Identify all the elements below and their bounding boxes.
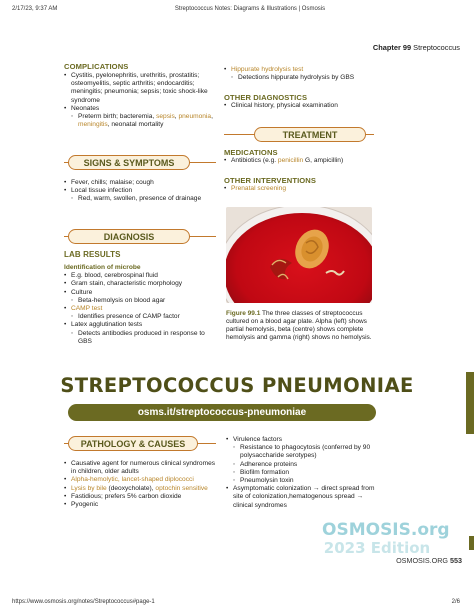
osmosis-watermark: OSMOSIS.org [322,520,450,540]
diagnosis-heading: DIAGNOSIS [68,229,190,244]
list-item: • Cystitis, pyelonephritis, urethritis, prostatitis; osteomyelitis, septic arthritis; endocarditis; meningitis; pneumonia; sepsis; toxic shock-like syndrome [64,72,216,105]
local-infection-label: Local tissue infection [71,187,133,195]
blood-agar-figure [226,207,372,303]
list-item: • Asymptomatic colonization → direct spread from site of colonization,hematogenous spread → clinical syndromes [226,485,378,510]
signs-list [64,179,216,204]
list-item: • Gram stain, characteristic morphology [64,280,216,288]
list-item: ◦ Biofilm formation [233,469,378,477]
edition-watermark: 2023 Edition [323,539,431,557]
culture-label: Culture [71,288,93,296]
list-item: ◦ Detects antibodies produced in response to GBS [71,330,216,346]
sepsis-link[interactable]: sepsis [156,113,175,121]
print-page-count: 2/6 [451,599,460,605]
list-item: ◦ Pneumolysin toxin [233,477,378,485]
chapter-name: Streptococcus [413,43,460,52]
list-item [226,436,378,485]
lab-list [64,272,216,346]
list-item: • Causative agent for numerous clinical syndromes in children, older adults [64,460,216,476]
list-item [224,66,374,82]
interventions-list [224,185,374,193]
list-item: • Fever, chills; malaise; cough [64,179,216,187]
list-item: • Fastidious; prefers 5% carbon dioxide [64,493,216,501]
camp-test-link[interactable]: CAMP test [71,305,103,313]
neonates-label: Neonates [71,104,100,112]
virulence-section [226,436,378,510]
list-item: ◦ Red, warm, swollen, presence of drainage [71,195,216,203]
footer-site-name: OSMOSIS.ORG [396,556,448,565]
neonates-sublist [71,113,216,129]
culture-sublist [71,297,216,305]
optochin-link[interactable]: optochin sensitive [155,484,208,492]
meds-text: Antibiotics (e.g. [231,157,278,164]
print-url: https://www.osmosis.org/notes/Streptococcus#page-1 [12,599,155,605]
complications-heading: COMPLICATIONS [64,62,129,71]
hippurate-list [224,66,374,82]
chapter-tab-marker [466,372,474,434]
chapter-number: Chapter 99 [372,43,412,52]
osmosis-link-banner[interactable]: osms.it/streptococcus-pneumoniae [68,404,376,421]
left-column [64,62,216,129]
other-diagnostics-list [224,102,374,110]
penicillin-link[interactable]: penicillin [277,157,304,164]
treatment-heading: TREATMENT [254,127,366,142]
pathology-section [64,460,216,509]
list-item [71,113,216,129]
hippurate-test-link[interactable]: Hippurate hydrolysis test [231,66,304,73]
deoxycholate-text: (deoxycholate), [106,484,156,492]
section-title: STREPTOCOCCUS PNEUMONIAE [60,374,414,397]
signs-sublist [71,195,216,203]
meds-text-end: G, ampicillin) [303,157,344,164]
comma: , [174,113,179,121]
list-item [64,289,216,305]
medications-list [224,157,374,165]
diagnosis-section [64,250,216,346]
list-item [64,305,216,321]
list-item: ◦ Adherence proteins [233,461,378,469]
list-item [64,187,216,203]
other-interventions-heading: OTHER INTERVENTIONS [224,176,317,186]
print-page-title: Streptococcus Notes: Diagrams & Illustrations | Osmosis [174,6,326,12]
list-item [64,105,216,130]
alpha-hemolytic-link[interactable]: Alpha-hemolytic, lancet-shaped diplococci [71,476,194,484]
complications-list [64,72,216,129]
footer-page-number: 553 [450,556,462,565]
figure-caption-text: The three classes of streptococcus cultured on a blood agar plate. Alpha (left) shows partial hemolysis, beta (centre) shows complete hemolysis and gamma (right) shows no hemolysis. [226,310,372,341]
identification-heading: Identification of microbe [64,264,141,271]
list-item [64,476,216,484]
medications-heading: MEDICATIONS [224,148,278,157]
virulence-label: Virulence factors [233,436,282,443]
list-item: • E.g. blood, cerebrospinal fluid [64,272,216,280]
list-item [224,157,374,165]
prenatal-screening-link[interactable]: Prenatal screening [231,185,286,193]
meningitis-link[interactable]: meningitis [78,121,108,129]
lab-results-heading: LAB RESULTS [64,250,121,259]
list-item: ◦ Resistance to phagocytosis (conferred by 90 polysaccharide serotypes) [233,444,378,460]
virulence-sublist [233,444,378,485]
page-edge-marker [469,536,474,550]
list-item: ◦ Beta-hemolysis on blood agar [71,297,216,305]
print-datetime: 2/17/23, 9:37 AM [12,6,58,12]
blood-agar-plate-image [226,207,372,303]
virulence-list [226,436,378,510]
list-item: • Pyogenic [64,501,216,509]
right-column-top [224,66,374,111]
list-item: • Clinical history, physical examination [224,102,374,110]
list-item [224,185,374,193]
latex-sublist [71,330,216,346]
list-item: ◦ Identifies presence of CAMP factor [71,313,216,321]
neonates-text: Preterm birth; bacteremia, [78,113,157,121]
pneumonia-link[interactable]: pneumonia [178,113,212,121]
camp-sublist [71,313,216,321]
lysis-by-bile-link[interactable]: Lysis by bile [71,484,107,492]
neonates-text-end: , neonatal mortality [107,121,164,129]
figure-caption [226,310,376,342]
pathology-causes-heading: PATHOLOGY & CAUSES [68,436,198,451]
chapter-heading [373,43,460,52]
footer-site [396,556,462,565]
treatment-section [224,148,374,193]
signs-section [64,179,216,204]
other-diagnostics-heading: OTHER DIAGNOSTICS [224,93,308,103]
comma: , [211,113,213,121]
latex-label: Latex agglutination tests [71,321,143,329]
list-item: ◦ Detections hippurate hydrolysis by GBS [231,74,374,82]
figure-label: Figure 99.1 [226,310,261,317]
list-item [64,321,216,346]
list-item [64,485,216,493]
pathology-list [64,460,216,509]
signs-symptoms-heading: SIGNS & SYMPTOMS [68,155,190,170]
hippurate-sublist [231,74,374,82]
